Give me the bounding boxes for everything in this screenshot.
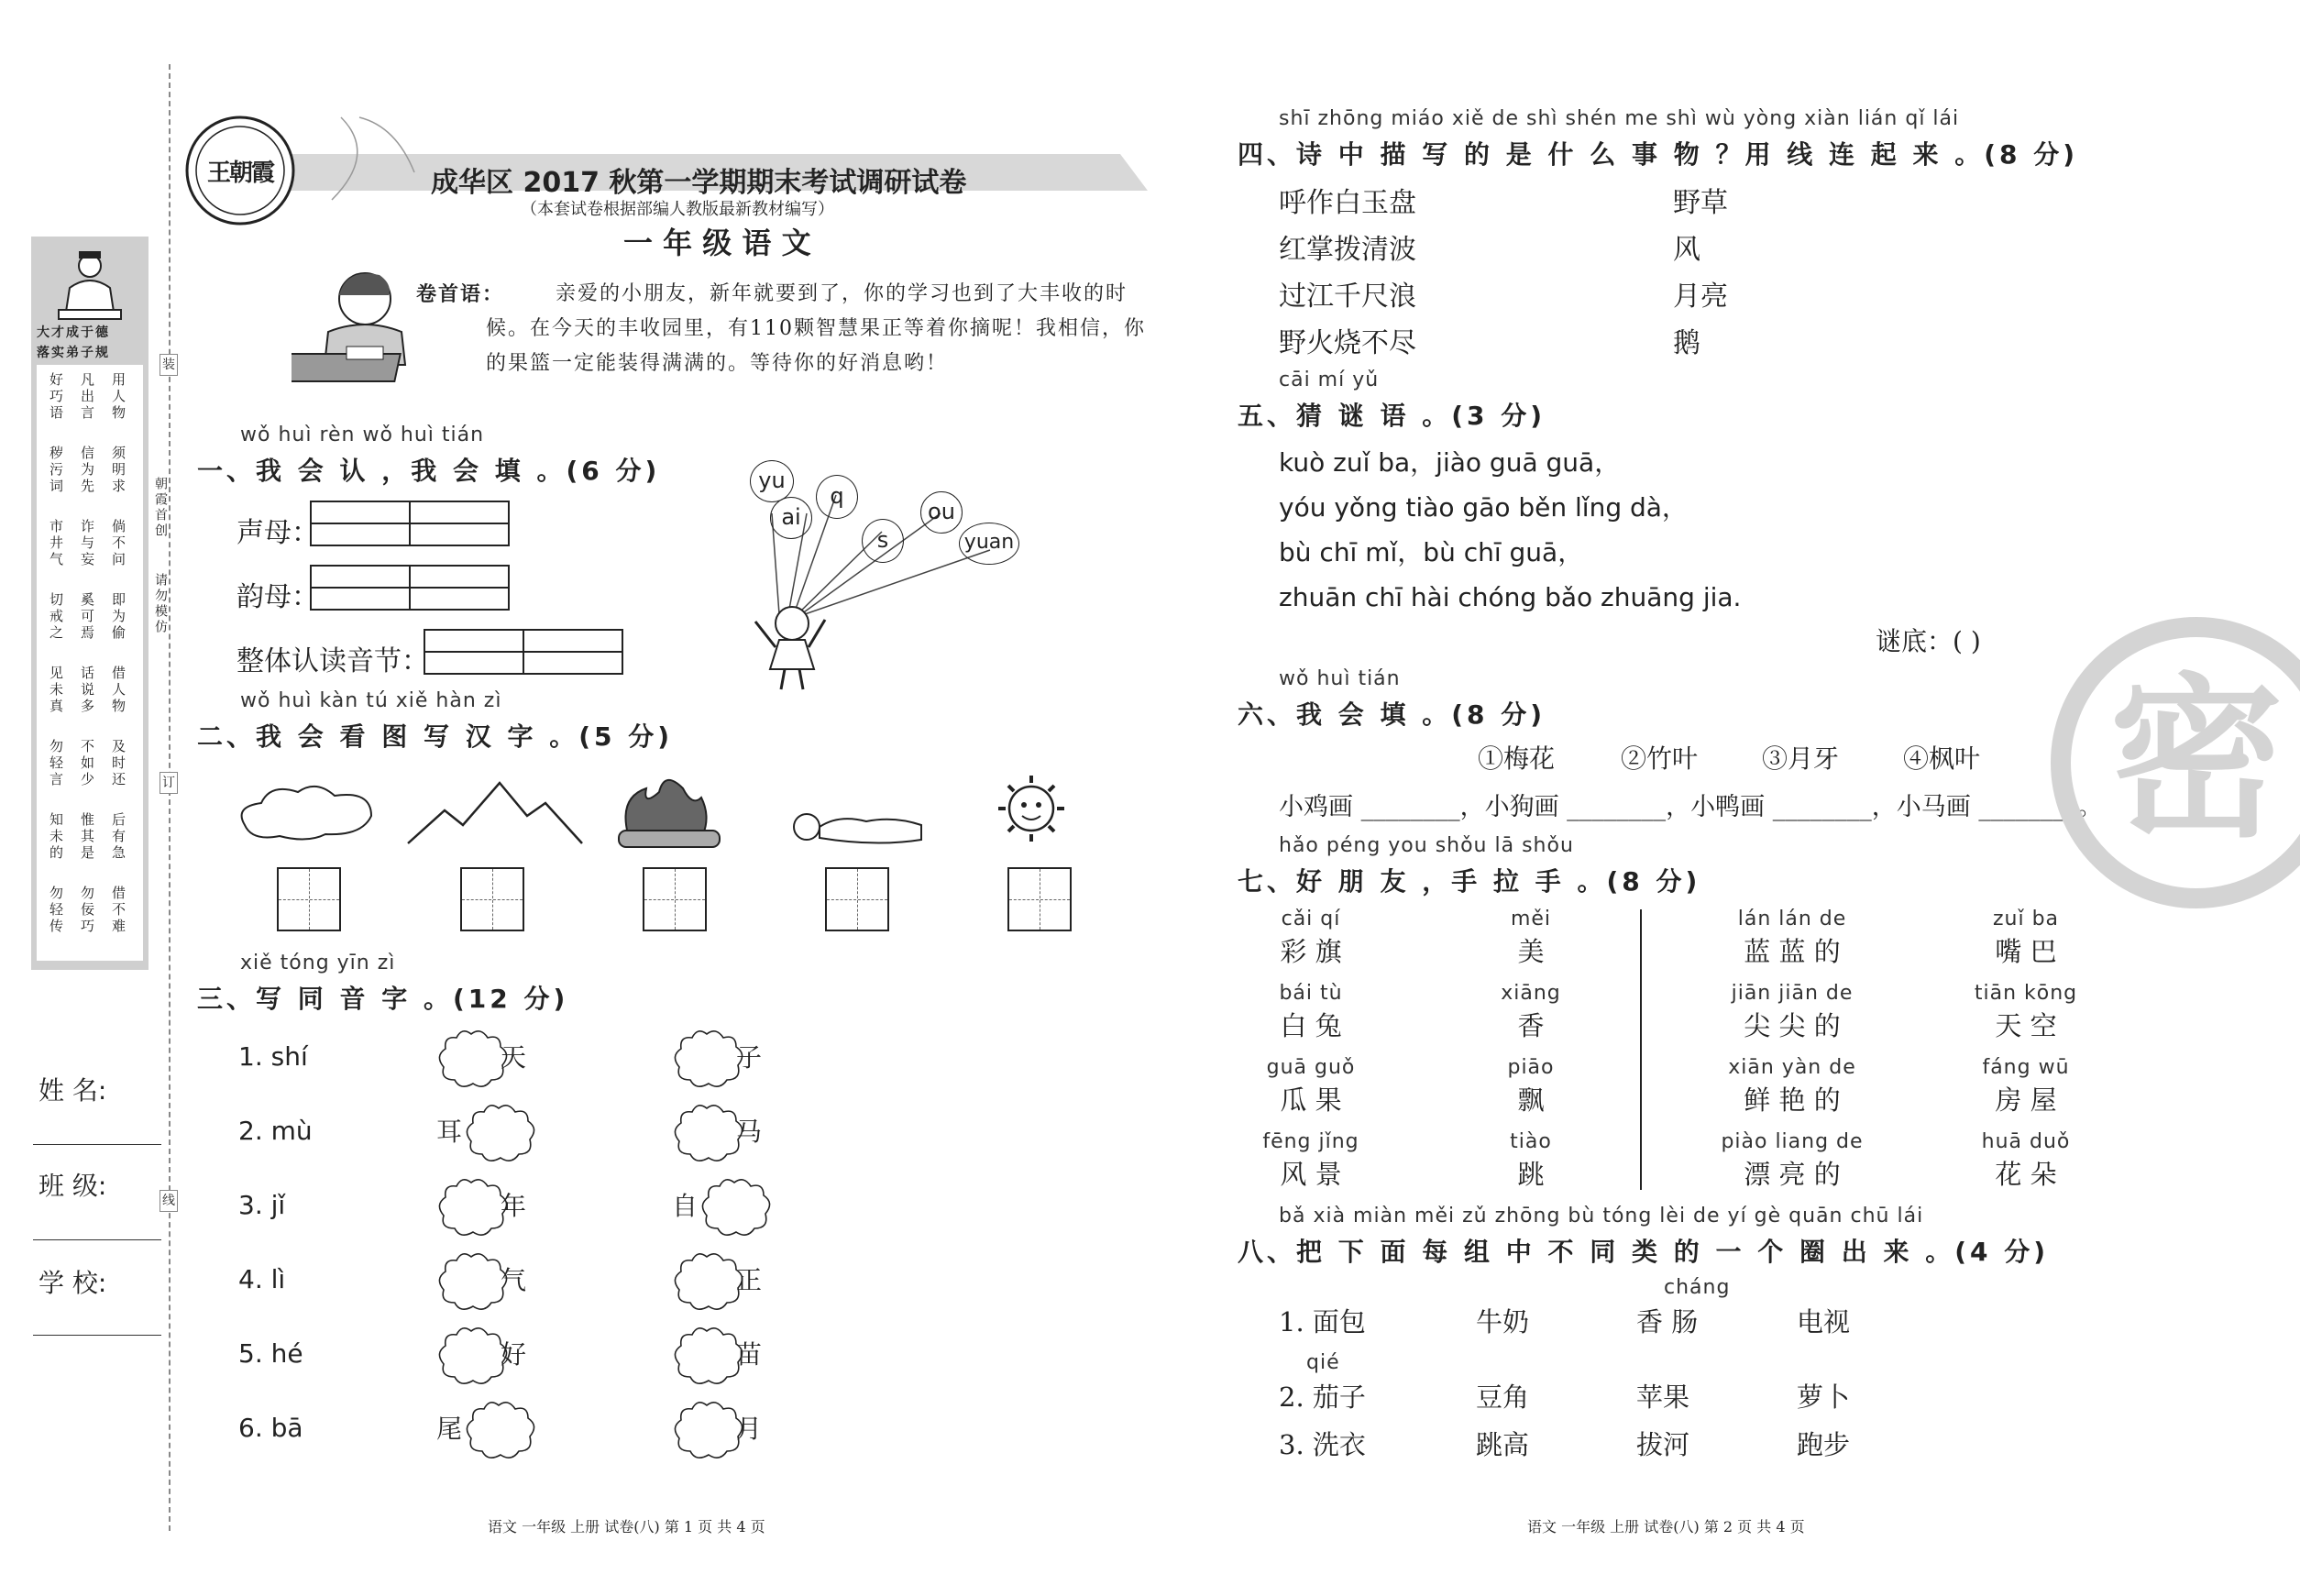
q3-char: 自	[672, 1191, 699, 1221]
flower-blank[interactable]	[436, 1029, 510, 1089]
note-2: 请勿模仿	[153, 573, 168, 635]
riddle-line-2: yóu yǒng tiào gāo běn lǐng dà，	[1279, 492, 1688, 523]
q3-title: 三、写 同 音 字 。(12 分)	[197, 984, 569, 1014]
q3-row-label: 5. hé	[238, 1338, 303, 1369]
motto-column: 不如少	[79, 739, 95, 788]
q8-item[interactable]: 跑步	[1797, 1429, 1851, 1460]
balloon-yu: yu	[750, 460, 794, 502]
q7-word[interactable]: 飘	[1517, 1084, 1545, 1116]
school-label: 学 校:	[39, 1268, 107, 1298]
q7-title: 七、好 朋 友 ，手 拉 手 。(8 分)	[1238, 866, 1701, 897]
q7-word[interactable]: 嘴 巴	[1995, 936, 2057, 967]
motto-line-2: 落实弟子规	[37, 346, 110, 360]
flower-blank[interactable]	[436, 1177, 510, 1238]
mountain-icon	[408, 783, 582, 843]
motto-column: 勿佞巧	[79, 886, 95, 935]
footer-right: 语文 一年级 上册 试卷(八) 第 2 页 共 4 页	[1527, 1518, 1805, 1535]
q7-pinyin: lán lán de	[1737, 908, 1847, 930]
q4-right-2[interactable]: 风	[1673, 234, 1700, 266]
q8-item[interactable]: 香 肠	[1636, 1306, 1699, 1337]
q7-pinyin: guā guǒ	[1266, 1056, 1356, 1079]
q7-pinyin: fáng wū	[1982, 1056, 2070, 1079]
q7-pinyin: piào liang de	[1721, 1130, 1864, 1153]
flower-blank[interactable]	[464, 1400, 537, 1460]
write-box-5[interactable]	[1007, 867, 1072, 931]
motto-column: 见未真	[48, 666, 64, 715]
subject-title: 一 年 级 语 文	[623, 226, 811, 260]
school-field[interactable]	[33, 1335, 161, 1336]
q6-option-1: ①梅花	[1478, 743, 1556, 774]
q3-row-label: 2. mù	[238, 1116, 313, 1146]
class-label: 班 级:	[39, 1171, 107, 1201]
q8-item[interactable]: 豆角	[1476, 1381, 1530, 1413]
q7-word[interactable]: 花 朵	[1995, 1159, 2057, 1190]
q7-word[interactable]: 房 屋	[1995, 1084, 2057, 1116]
q6-option-2: ②竹叶	[1621, 743, 1699, 774]
riddle-line-3: bù chī mǐ，bù chī guā，	[1279, 537, 1584, 567]
q7-pinyin: xiān yàn de	[1728, 1056, 1856, 1079]
motto-column: 及时还	[110, 739, 127, 788]
q3-char: 子	[736, 1042, 763, 1073]
motto-line-1: 大才成于德	[37, 325, 110, 340]
motto-column: 须明求	[110, 446, 127, 495]
riddle-line-1: kuò zuǐ ba，jiào guā guā，	[1279, 447, 1621, 478]
q8-item[interactable]: 1. 面包	[1279, 1306, 1366, 1337]
motto-column: 话说多	[79, 666, 95, 715]
q7-word[interactable]: 跳	[1517, 1159, 1545, 1190]
q7-word[interactable]: 瓜 果	[1280, 1084, 1342, 1116]
q8-item[interactable]: 苹果	[1636, 1381, 1690, 1413]
q8-item[interactable]: 跳高	[1476, 1429, 1530, 1460]
q3-char: 马	[736, 1117, 763, 1147]
motto-column: 凡出言	[79, 372, 95, 422]
q5-answer[interactable]: 谜底：( )	[1876, 626, 1981, 656]
write-box-2[interactable]	[460, 867, 524, 931]
motto-column: 知未的	[48, 812, 64, 862]
cloud-icon	[242, 787, 371, 840]
q7-word[interactable]: 美	[1517, 936, 1545, 967]
motto-sidebar	[31, 237, 149, 970]
q8-item[interactable]: 2. 茄子	[1279, 1381, 1366, 1413]
q1-title: 一、我 会 认 ，我 会 填 。(6 分)	[197, 456, 661, 486]
caterpillar-icon	[794, 814, 921, 843]
q7-word[interactable]: 风 景	[1280, 1159, 1342, 1190]
note-1: 朝霞首创	[153, 477, 168, 539]
motto-column: 好巧语	[48, 372, 64, 422]
q3-row-label: 4. lì	[238, 1264, 286, 1294]
q7-pinyin: měi	[1510, 908, 1552, 930]
q2-pinyin: wǒ huì kàn tú xiě hàn zì	[240, 689, 502, 712]
motto-column: 即为偷	[110, 592, 127, 642]
flower-blank[interactable]	[464, 1103, 537, 1163]
motto-column: 秽污词	[48, 446, 64, 495]
sun-icon	[998, 776, 1064, 842]
q7-word[interactable]: 鲜 艳 的	[1744, 1084, 1841, 1116]
class-field[interactable]	[33, 1239, 161, 1240]
motto-column: 借人物	[110, 666, 127, 715]
write-box-3[interactable]	[643, 867, 707, 931]
q7-pinyin: xiāng	[1501, 982, 1561, 1005]
q8-item[interactable]: 3. 洗衣	[1279, 1429, 1366, 1460]
q8-pinyin: bǎ xià miàn měi zǔ zhōng bù tóng lèi de yí gè quān chū lái	[1279, 1205, 1924, 1227]
q4-left-list	[1279, 180, 1416, 367]
balloon-ai: ai	[770, 497, 812, 539]
motto-column: 后有急	[110, 812, 127, 862]
footer-left: 语文 一年级 上册 试卷(八) 第 1 页 共 4 页	[488, 1518, 765, 1535]
intro-text	[416, 277, 1155, 381]
flower-blank[interactable]	[672, 1103, 745, 1163]
child-reading-icon	[292, 262, 429, 391]
q7-word[interactable]: 尖 尖 的	[1744, 1010, 1841, 1041]
q7-pinyin: zuǐ ba	[1992, 908, 2060, 930]
flower-blank[interactable]	[699, 1177, 773, 1238]
q7-pinyin: bái tù	[1279, 982, 1343, 1005]
q2-pictures	[234, 770, 1150, 862]
q3-row-label: 3. jǐ	[238, 1190, 286, 1220]
q3-char: 年	[501, 1191, 527, 1221]
q8-item[interactable]: 电视	[1797, 1306, 1851, 1337]
q6-pinyin: wǒ huì tián	[1279, 667, 1401, 690]
flower-blank[interactable]	[436, 1326, 510, 1386]
q6-title: 六、我 会 填 。(8 分)	[1238, 699, 1546, 730]
name-label: 姓 名:	[39, 1075, 107, 1106]
motto-column: 惟其是	[79, 812, 95, 862]
q7-word[interactable]: 蓝 蓝 的	[1744, 936, 1841, 967]
q1-label-finals: 韵母：	[237, 581, 319, 613]
q3-row-label: 1. shí	[238, 1041, 308, 1072]
q1-finals-table[interactable]	[310, 565, 510, 611]
balloon-s: s	[862, 519, 904, 563]
q4-right-3[interactable]: 月亮	[1673, 281, 1728, 313]
q1-whole-table[interactable]	[424, 629, 623, 675]
secret-stamp-icon	[2026, 616, 2300, 909]
balloon-ou: ou	[920, 491, 963, 534]
motto-column: 切戒之	[48, 592, 64, 642]
flower-blank[interactable]	[436, 1251, 510, 1312]
q8-pinyin-hint: qié	[1306, 1351, 1340, 1374]
q5-pinyin: cāi mí yǔ	[1279, 369, 1380, 391]
q4-right-4[interactable]: 鹅	[1673, 327, 1700, 359]
q7-word[interactable]: 漂 亮 的	[1744, 1159, 1841, 1190]
fire-icon	[619, 780, 720, 847]
q8-pinyin-hint: cháng	[1664, 1276, 1731, 1299]
flower-blank[interactable]	[672, 1251, 745, 1312]
intro-label: 卷首语：	[416, 282, 505, 306]
q8-item[interactable]: 萝卜	[1797, 1381, 1851, 1413]
motto-column: 市井气	[48, 519, 64, 568]
q4-left-1[interactable]: 呼作白玉盘	[1279, 187, 1416, 219]
motto-column: 奚可焉	[79, 592, 95, 642]
balloon-yuan: yuan	[959, 523, 1019, 565]
write-box-4[interactable]	[825, 867, 889, 931]
q7-pinyin: hǎo péng you shǒu lā shǒu	[1279, 834, 1574, 857]
strip-mark-2: 订	[160, 772, 178, 794]
motto-column: 勿轻言	[48, 739, 64, 788]
q3-char: 耳	[436, 1117, 463, 1147]
motto-column: 诈与妄	[79, 519, 95, 568]
q3-char: 正	[736, 1265, 763, 1295]
flower-blank[interactable]	[672, 1029, 745, 1089]
q8-item[interactable]: 拔河	[1636, 1429, 1690, 1460]
q4-title: 四、诗 中 描 写 的 是 什 么 事 物 ？用 线 连 起 来 。(8 分)	[1238, 139, 2079, 170]
q7-pinyin: fēng jǐng	[1262, 1130, 1359, 1153]
motto-column: 信为先	[79, 446, 95, 495]
scholar-icon	[53, 246, 127, 325]
q3-char: 好	[501, 1339, 527, 1370]
q7-pinyin: tiào	[1510, 1130, 1552, 1153]
q3-pinyin: xiě tóng yīn zì	[240, 952, 396, 974]
strip-mark-1: 装	[160, 354, 178, 376]
q7-pinyin: piāo	[1507, 1056, 1555, 1079]
q7-divider	[1640, 909, 1642, 1190]
q5-riddle	[1279, 440, 1741, 620]
motto-column: 勿轻传	[48, 886, 64, 935]
q7-pinyin: huā duǒ	[1981, 1130, 2071, 1153]
q3-char: 尾	[436, 1414, 463, 1444]
q6-fill[interactable]: 小鸡画 ________，小狗画 ________，小鸭画 ________，小马画 ________。	[1279, 793, 2103, 821]
q4-left-3[interactable]: 过江千尺浪	[1279, 281, 1416, 313]
exam-title: 成华区 2017 秋第一学期期末考试调研试卷	[431, 167, 967, 199]
q6-option-3: ③月牙	[1762, 743, 1840, 774]
flower-blank[interactable]	[672, 1400, 745, 1460]
cut-line	[169, 64, 171, 1531]
q3-char: 天	[501, 1042, 527, 1073]
q7-pinyin: cǎi qí	[1281, 908, 1341, 930]
name-field[interactable]	[33, 1144, 161, 1145]
q1-initials-table[interactable]	[310, 501, 510, 546]
q7-pinyin: jiān jiān de	[1731, 982, 1854, 1005]
q2-title: 二、我 会 看 图 写 汉 字 。(5 分)	[197, 721, 674, 752]
flower-blank[interactable]	[672, 1326, 745, 1386]
q1-pinyin: wǒ huì rèn wǒ huì tián	[240, 424, 485, 446]
q7-word[interactable]: 白 兔	[1280, 1010, 1342, 1041]
q1-label-whole: 整体认读音节：	[237, 645, 429, 677]
brand-logo: 王朝霞	[207, 160, 274, 187]
q8-title: 八、把 下 面 每 组 中 不 同 类 的 一 个 圈 出 来 。(4 分)	[1238, 1237, 2050, 1267]
q4-left-2[interactable]: 红掌拨清波	[1279, 234, 1416, 266]
motto-column: 倘不问	[110, 519, 127, 568]
q4-right-list	[1673, 180, 1728, 367]
write-box-1[interactable]	[277, 867, 341, 931]
strip-mark-3: 线	[160, 1190, 178, 1212]
q6-option-4: ④枫叶	[1903, 743, 1981, 774]
balloon-q: q	[816, 475, 858, 519]
q8-item[interactable]: 牛奶	[1476, 1306, 1530, 1337]
motto-column: 借不难	[110, 886, 127, 935]
q3-char: 气	[501, 1265, 527, 1295]
q4-right-1[interactable]: 野草	[1673, 187, 1728, 219]
q3-char: 月	[736, 1414, 763, 1444]
riddle-line-4: zhuān chī hài chóng bǎo zhuāng jia.	[1279, 582, 1742, 612]
intro-body: 亲爱的小朋友，新年就要到了，你的学习也到了大丰收的时候。在今天的丰收园里，有110颗智慧果正等着你摘呢！我相信，你的果篮一定能装得满满的。等待你的好消息哟！	[486, 282, 1146, 375]
q4-left-4[interactable]: 野火烧不尽	[1279, 327, 1416, 359]
q4-pinyin: shī zhōng miáo xiě de shì shén me shì wù yòng xiàn lián qǐ lái	[1279, 107, 1960, 130]
q7-word[interactable]: 香	[1517, 1010, 1545, 1041]
q3-char: 苗	[736, 1339, 763, 1370]
q3-row-label: 6. bā	[238, 1413, 303, 1443]
q7-pinyin: tiān kōng	[1974, 982, 2078, 1005]
q7-word[interactable]: 彩 旗	[1280, 936, 1342, 967]
motto-columns	[37, 365, 143, 961]
motto-column: 用人物	[110, 372, 127, 422]
q5-title: 五、猜 谜 语 。(3 分)	[1238, 401, 1546, 431]
q1-label-initials: 声母：	[237, 517, 319, 549]
exam-subtitle: （本套试卷根据部编人教版最新教材编写）	[521, 200, 834, 219]
svg-text:密: 密	[2108, 658, 2284, 861]
q7-word[interactable]: 天 空	[1995, 1010, 2057, 1041]
